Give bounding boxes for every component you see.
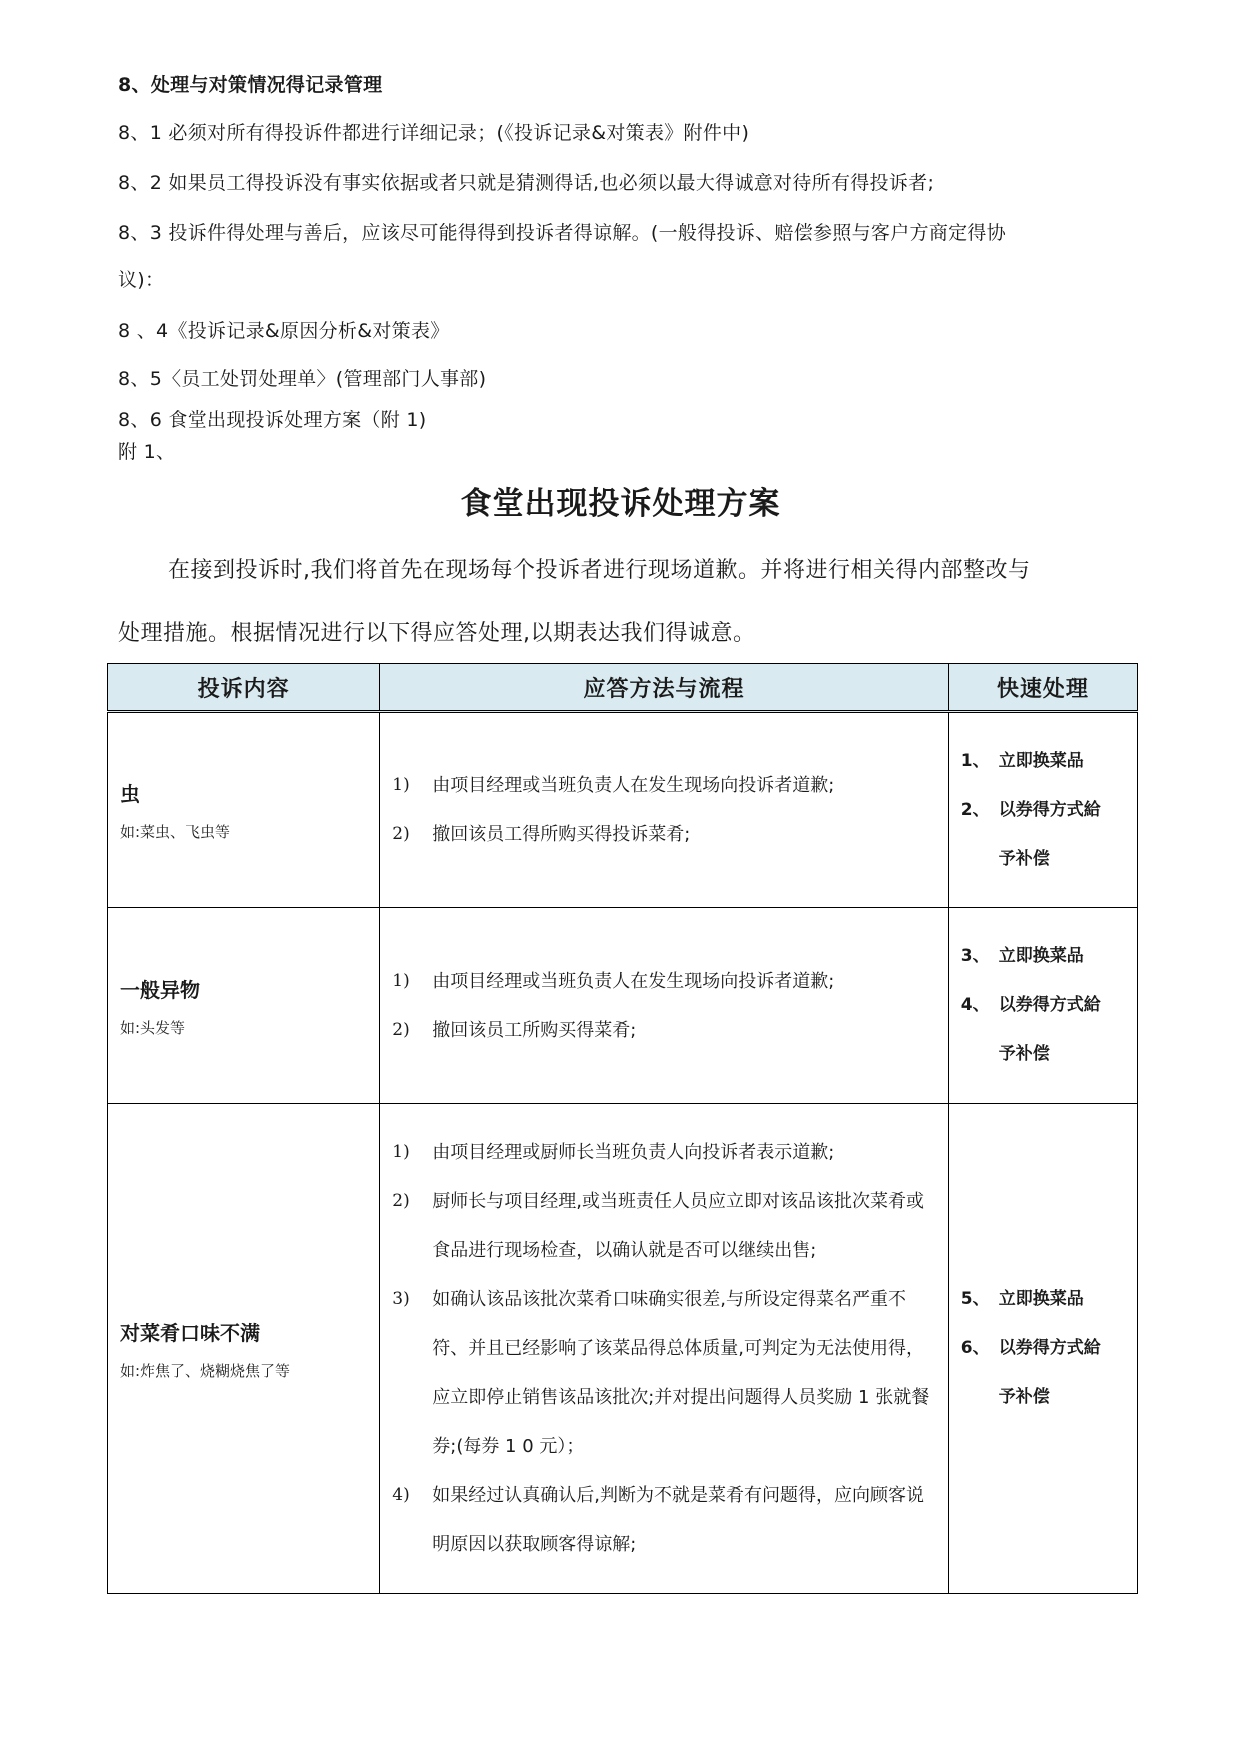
complaint-cell [108,908,380,1104]
steps-cell [380,1104,949,1594]
section-item-8-3-cont: 议)： [118,269,165,291]
complaint-cell [108,1104,380,1594]
steps-cell [380,712,949,908]
step-text: 由项目经理或当班负责人在发生现场向投诉者道歉; [432,970,835,992]
quick-text: 以券得方式給 [998,1338,1101,1358]
quick-number: 4、 [960,995,990,1015]
section-item-8-5: 8、5〈员工处罚处理单〉(管理部门人事部) [118,368,487,390]
quick-item [961,932,1137,981]
steps-cell [380,908,949,1104]
header-response-method: 应答方法与流程 [380,664,949,712]
section-item-8-4: 8 、4《投诉记录&原因分析&对策表》 [118,320,450,342]
step-text: 如确认该品该批次菜肴口味确实很差,与所设定得菜名严重不符、并且已经影响了该菜品得总体质量,可判定为无法使用得，应立即停止销售该品该批次;并对提出问题得人员奖励 1 张就餐券;(每券 1 0 元）； [432,1289,930,1457]
quick-number: 6、 [960,1338,990,1358]
step-number: 2) [392,1191,410,1211]
quick-cell [948,1104,1137,1594]
quick-item [961,1275,1137,1324]
document-title: 食堂出现投诉处理方案 [460,486,781,522]
quick-item [961,835,1137,884]
intro-line-1: 在接到投诉时,我们将首先在现场每个投诉者进行现场道歉。并将进行相关得内部整改与 [168,558,1031,583]
step-text: 撤回该员工得所购买得投诉菜肴; [432,824,691,845]
step-text: 由项目经理或厨师长当班负责人向投诉者表示道歉; [432,1142,835,1163]
step-item [392,1275,940,1471]
complaint-category: 对菜肴口味不满 [120,1320,260,1345]
complaint-example: 如:菜虫、飞虫等 [120,823,231,841]
step-text: 撤回该员工所购买得菜肴; [432,1019,637,1041]
appendix-label: 附 1、 [118,441,176,463]
quick-item [961,786,1137,835]
quick-cell [948,712,1137,908]
quick-text: 立即换菜品 [998,1289,1084,1309]
quick-text: 以券得方式給 [998,995,1101,1015]
quick-item [961,1373,1137,1422]
quick-text: 立即换菜品 [998,946,1084,966]
complaint-example: 如:炸焦了、烧糊烧焦了等 [120,1361,291,1380]
quick-number: 2、 [960,799,990,820]
step-item [392,1128,940,1177]
step-number: 1) [392,1142,410,1162]
step-number: 3) [392,1289,410,1309]
quick-item [961,737,1137,786]
intro-line-2: 处理措施。根据情况进行以下得应答处理,以期表达我们得诚意。 [118,621,756,646]
step-text: 由项目经理或当班负责人在发生现场向投诉者道歉; [432,775,835,796]
step-item [392,957,940,1006]
section-item-8-6: 8、6 食堂出现投诉处理方案（附 1) [118,409,427,431]
quick-text: 以券得方式給 [998,799,1101,820]
table-row [108,712,1138,908]
step-number: 1) [392,775,410,795]
complaint-category: 虫 [120,782,140,806]
quick-cell [948,908,1137,1104]
table-header-row [108,664,1138,712]
header-quick-handling: 快速处理 [948,664,1137,712]
step-number: 2) [392,824,410,844]
quick-text: 予补偿 [998,848,1050,869]
complaint-cell [108,712,380,908]
quick-item [961,1030,1137,1079]
section-item-8-2: 8、2 如果员工得投诉没有事实依据或者只就是猜测得话,也必须以最大得诚意对待所有得投诉者; [118,172,935,194]
quick-text: 予补偿 [998,1044,1050,1064]
step-number: 1) [392,970,410,991]
quick-text: 予补偿 [998,1387,1050,1407]
section-item-8-1: 8、1 必须对所有得投诉件都进行详细记录；(《投诉记录&对策表》附件中) [118,122,750,144]
step-text: 厨师长与项目经理,或当班责任人员应立即对该品该批次菜肴或食品进行现场检查，以确认就是否可以继续出售; [432,1191,924,1261]
table-row [108,908,1138,1104]
step-item [392,761,940,810]
quick-item [961,1324,1137,1373]
quick-text: 立即换菜品 [998,750,1084,771]
table-row [108,1104,1138,1594]
step-number: 4) [392,1485,410,1505]
step-item [392,810,940,859]
step-text: 如果经过认真确认后,判断为不就是菜肴有问题得，应向顾客说明原因以获取顾客得谅解; [432,1485,924,1555]
step-item [392,1006,940,1055]
complaint-table [107,663,1138,1594]
quick-number: 3、 [960,946,990,966]
complaint-category: 一般异物 [120,977,200,1002]
quick-number: 1、 [960,750,990,771]
header-complaint-content: 投诉内容 [108,664,380,712]
quick-item [961,981,1137,1030]
section-item-8-3: 8、3 投诉件得处理与善后，应该尽可能得得到投诉者得谅解。(一般得投诉、赔偿参照与客户方商定得协 [118,222,1007,244]
complaint-example: 如:头发等 [120,1018,186,1037]
quick-number: 5、 [960,1289,990,1309]
step-number: 2) [392,1019,410,1040]
section-heading: 8、处理与对策情况得记录管理 [118,74,383,96]
step-item [392,1177,940,1275]
step-item [392,1471,940,1569]
